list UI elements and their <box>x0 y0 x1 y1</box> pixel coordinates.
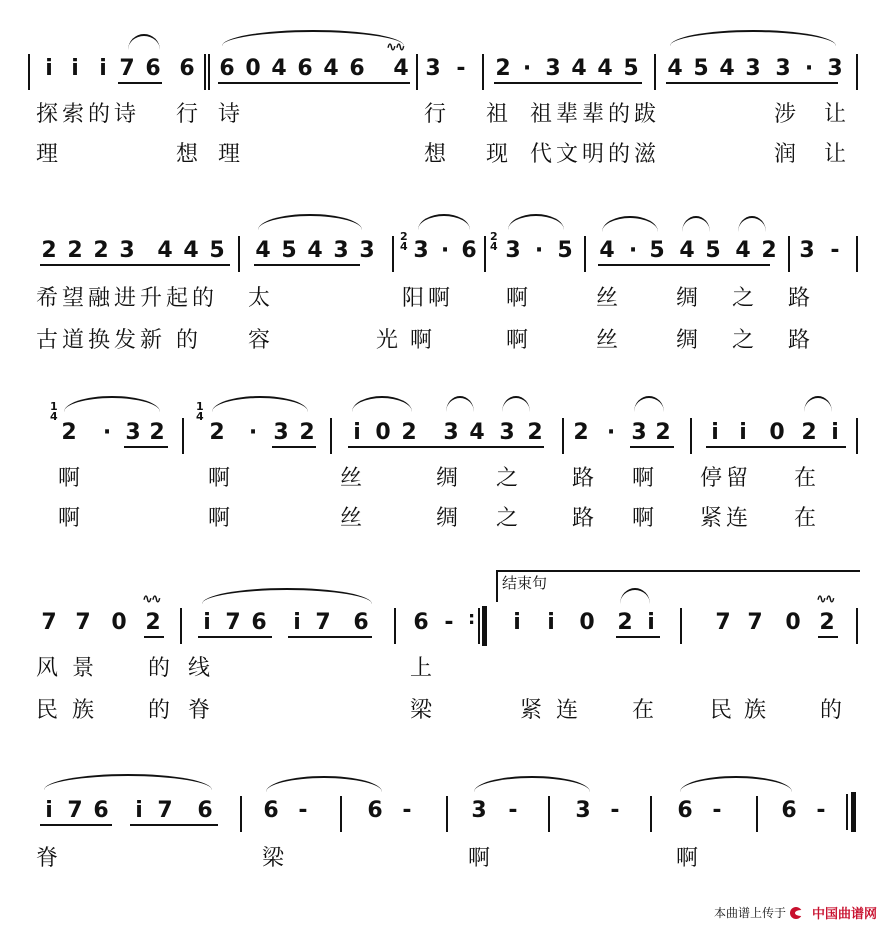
note: 2 <box>527 420 543 445</box>
lyric-char: 希 <box>36 286 60 311</box>
lyric-char: 绸 <box>676 286 700 311</box>
note: 2 <box>401 420 417 445</box>
site-logo-icon <box>790 906 808 920</box>
slur <box>804 396 832 412</box>
lyric-char: 在 <box>794 466 818 491</box>
note: 7 <box>75 610 91 635</box>
barline <box>856 236 858 272</box>
note: 6 <box>781 798 797 823</box>
underline <box>666 82 838 84</box>
lyric-char: 之 <box>496 466 520 491</box>
barline <box>846 794 848 830</box>
lyric-char: 啊 <box>632 506 656 531</box>
note: 6 <box>179 56 195 81</box>
lyric-char: 民 <box>710 698 734 723</box>
note: 0 <box>785 610 801 635</box>
lyric-char: 啊 <box>428 286 452 311</box>
note: 5 <box>281 238 297 263</box>
note: i <box>647 610 655 635</box>
lyric-char: 的 <box>176 328 200 353</box>
note: 7 <box>41 610 57 635</box>
note: 4 <box>393 56 409 81</box>
note: i <box>45 798 53 823</box>
slur <box>502 396 530 412</box>
note: 6 <box>219 56 235 81</box>
note: 7 <box>119 56 135 81</box>
note: i <box>71 56 79 81</box>
lyric-char: 的 <box>192 286 216 311</box>
note: 3 <box>499 420 515 445</box>
note: 3 <box>505 238 521 263</box>
lyric-char: 路 <box>788 286 812 311</box>
lyric-char: 丝 <box>340 506 364 531</box>
lyric-char: 起 <box>166 286 190 311</box>
slur <box>670 30 836 46</box>
note: 3 <box>125 420 141 445</box>
lyric-char: 太 <box>248 286 272 311</box>
lyric-char: 族 <box>72 698 96 723</box>
note: i <box>353 420 361 445</box>
lyric-char: 诗 <box>218 102 242 127</box>
note: i <box>293 610 301 635</box>
note: - <box>508 798 518 823</box>
note: 0 <box>375 420 391 445</box>
note: 7 <box>315 610 331 635</box>
lyric-char: 望 <box>62 286 86 311</box>
note: 4 <box>271 56 287 81</box>
note: 3 <box>119 238 135 263</box>
note: 5 <box>209 238 225 263</box>
note: · <box>440 238 450 263</box>
lyric-char: 梁 <box>410 698 434 723</box>
lyric-char: 啊 <box>58 466 82 491</box>
site-brand[interactable]: 中国曲谱网 <box>811 907 877 922</box>
time-signature: 2 4 <box>490 230 498 253</box>
slur <box>680 776 792 792</box>
lyric-char: 啊 <box>506 328 530 353</box>
lyric-char: 路 <box>572 506 596 531</box>
slur <box>352 396 412 412</box>
note: 6 <box>93 798 109 823</box>
slur <box>64 396 160 412</box>
note: 2 <box>41 238 57 263</box>
note: i <box>711 420 719 445</box>
time-signature: 1 4 <box>196 400 204 423</box>
note: 2 <box>61 420 77 445</box>
slur <box>44 774 212 790</box>
lyric-char: 诗 <box>114 102 138 127</box>
lyric-char: 绸 <box>436 466 460 491</box>
note: - <box>830 238 840 263</box>
note: 3 <box>471 798 487 823</box>
lyric-char: 路 <box>788 328 812 353</box>
lyric-char: 行 <box>176 102 200 127</box>
note: i <box>513 610 521 635</box>
note: 2 <box>67 238 83 263</box>
note: - <box>456 56 466 81</box>
note: 2 <box>299 420 315 445</box>
slur <box>474 776 590 792</box>
note: 4 <box>679 238 695 263</box>
lyric-char: 升 <box>140 286 164 311</box>
note: 3 <box>273 420 289 445</box>
lyric-char: 辈 <box>556 102 580 127</box>
note: · <box>102 420 112 445</box>
note: 2 <box>495 56 511 81</box>
slur <box>738 216 766 232</box>
lyric-char: 停 <box>700 466 724 491</box>
lyric-char: 啊 <box>468 846 492 871</box>
note: 7 <box>67 798 83 823</box>
lyric-char: 啊 <box>506 286 530 311</box>
note: 3 <box>333 238 349 263</box>
note: 7 <box>747 610 763 635</box>
barline <box>856 54 858 90</box>
note: 2 <box>655 420 671 445</box>
note: 7 <box>157 798 173 823</box>
note: 3 <box>545 56 561 81</box>
note: 3 <box>745 56 761 81</box>
underline <box>706 446 846 448</box>
note: · <box>534 238 544 263</box>
lyric-char: 啊 <box>676 846 700 871</box>
lyric-char: 祖 <box>486 102 510 127</box>
lyric-char: 在 <box>632 698 656 723</box>
note: 0 <box>245 56 261 81</box>
lyric-char: 光 <box>376 328 400 353</box>
note: 0 <box>579 610 595 635</box>
note: 6 <box>251 610 267 635</box>
lyric-char: 路 <box>572 466 596 491</box>
note: 2 <box>801 420 817 445</box>
lyric-char: 连 <box>556 698 580 723</box>
lyric-char: 行 <box>424 102 448 127</box>
note: - <box>816 798 826 823</box>
note: · <box>628 238 638 263</box>
lyric-char: 留 <box>726 466 750 491</box>
note: 4 <box>599 238 615 263</box>
lyric-char: 润 <box>774 142 798 167</box>
lyric-char: 古 <box>36 328 60 353</box>
lyric-char: 之 <box>496 506 520 531</box>
ornament-mark: ∿∿ <box>142 592 160 607</box>
lyric-char: 丝 <box>596 328 620 353</box>
lyric-char: 让 <box>824 102 848 127</box>
lyric-char: 的 <box>88 102 112 127</box>
note: 3 <box>425 56 441 81</box>
ornament-mark: ∿∿ <box>386 40 404 55</box>
lyric-char: 让 <box>824 142 848 167</box>
note: 7 <box>225 610 241 635</box>
lyric-char: 想 <box>176 142 200 167</box>
note: i <box>203 610 211 635</box>
lyric-char: 之 <box>732 328 756 353</box>
note: 6 <box>349 56 365 81</box>
lyric-char: 道 <box>62 328 86 353</box>
note: 4 <box>667 56 683 81</box>
slur <box>212 396 308 412</box>
note: 6 <box>413 610 429 635</box>
note: i <box>45 56 53 81</box>
note: 4 <box>183 238 199 263</box>
note: 4 <box>469 420 485 445</box>
note: 3 <box>631 420 647 445</box>
lyric-char: 景 <box>72 656 96 681</box>
time-signature: 1 4 <box>50 400 58 423</box>
lyric-char: 丝 <box>596 286 620 311</box>
note: 6 <box>353 610 369 635</box>
ending-bracket <box>496 570 860 602</box>
note: 7 <box>715 610 731 635</box>
note: - <box>610 798 620 823</box>
note: 2 <box>149 420 165 445</box>
note: 3 <box>799 238 815 263</box>
slur <box>418 214 470 230</box>
lyric-char: 新 <box>140 328 164 353</box>
lyric-char: 换 <box>88 328 112 353</box>
barline <box>856 418 858 454</box>
ending-label: 结束句 <box>502 574 548 592</box>
lyric-char: 容 <box>248 328 272 353</box>
lyric-char: 阳 <box>402 286 426 311</box>
lyric-char: 民 <box>36 698 60 723</box>
note: 4 <box>307 238 323 263</box>
lyric-char: 现 <box>486 142 510 167</box>
note: 2 <box>93 238 109 263</box>
lyric-char: 啊 <box>410 328 434 353</box>
lyric-char: 的 <box>148 656 172 681</box>
note: i <box>547 610 555 635</box>
lyric-char: 连 <box>726 506 750 531</box>
note: · <box>522 56 532 81</box>
lyric-char: 紧 <box>520 698 544 723</box>
note: 3 <box>775 56 791 81</box>
slur <box>128 34 160 50</box>
lyric-char: 绸 <box>676 328 700 353</box>
lyric-char: 索 <box>62 102 86 127</box>
note: 5 <box>623 56 639 81</box>
note: i <box>99 56 107 81</box>
lyric-char: 涉 <box>774 102 798 127</box>
note: 6 <box>297 56 313 81</box>
lyric-char: 跋 <box>634 102 658 127</box>
slur <box>202 588 372 604</box>
lyric-char: 的 <box>820 698 844 723</box>
note: 2 <box>761 238 777 263</box>
note: 4 <box>735 238 751 263</box>
note: · <box>248 420 258 445</box>
lyric-char: 的 <box>608 142 632 167</box>
ornament-mark: ∿∿ <box>816 592 834 607</box>
slur <box>682 216 710 232</box>
lyric-char: 梁 <box>262 846 286 871</box>
lyric-char: 理 <box>218 142 242 167</box>
lyric-char: 上 <box>410 656 434 681</box>
note: 3 <box>827 56 843 81</box>
note: 4 <box>157 238 173 263</box>
lyric-char: 祖 <box>530 102 554 127</box>
note: 3 <box>575 798 591 823</box>
lyric-char: 啊 <box>208 506 232 531</box>
note: 6 <box>677 798 693 823</box>
note: 2 <box>145 610 161 635</box>
lyric-char: 明 <box>582 142 606 167</box>
note: 3 <box>443 420 459 445</box>
underline <box>818 636 838 638</box>
lyric-char: 啊 <box>208 466 232 491</box>
note: 5 <box>649 238 665 263</box>
slur <box>634 396 664 412</box>
note: 4 <box>323 56 339 81</box>
lyric-char: 滋 <box>634 142 658 167</box>
upload-note: 本曲谱上传于 <box>713 906 786 920</box>
lyric-char: 想 <box>424 142 448 167</box>
lyric-char: 融 <box>88 286 112 311</box>
lyric-char: 在 <box>794 506 818 531</box>
barline <box>856 608 858 644</box>
note: - <box>402 798 412 823</box>
note: 5 <box>693 56 709 81</box>
lyric-char: 啊 <box>632 466 656 491</box>
note: 6 <box>263 798 279 823</box>
repeat-dots: : <box>468 608 476 629</box>
note: 4 <box>255 238 271 263</box>
note: 2 <box>617 610 633 635</box>
lyric-char: 发 <box>114 328 138 353</box>
note: 6 <box>197 798 213 823</box>
lyric-char: 丝 <box>340 466 364 491</box>
watermark-footer <box>714 903 877 922</box>
note: 0 <box>111 610 127 635</box>
note: 6 <box>145 56 161 81</box>
note: 0 <box>769 420 785 445</box>
note: - <box>298 798 308 823</box>
lyric-char: 脊 <box>36 846 60 871</box>
note: i <box>831 420 839 445</box>
lyric-char: 紧 <box>700 506 724 531</box>
lyric-char: 文 <box>556 142 580 167</box>
note: 3 <box>359 238 375 263</box>
lyric-char: 进 <box>114 286 138 311</box>
final-barline <box>851 792 856 832</box>
lyric-char: 线 <box>188 656 212 681</box>
note: 4 <box>719 56 735 81</box>
note: - <box>444 610 454 635</box>
note: 3 <box>413 238 429 263</box>
note: 4 <box>597 56 613 81</box>
time-signature: 2 4 <box>400 230 408 253</box>
note: 6 <box>367 798 383 823</box>
lyric-char: 理 <box>36 142 60 167</box>
lyric-char: 代 <box>530 142 554 167</box>
note: i <box>739 420 747 445</box>
lyric-char: 脊 <box>188 698 212 723</box>
note: 6 <box>461 238 477 263</box>
lyric-char: 的 <box>148 698 172 723</box>
note: 5 <box>705 238 721 263</box>
slur <box>222 30 404 46</box>
lyric-char: 啊 <box>58 506 82 531</box>
note: 4 <box>571 56 587 81</box>
lyric-char: 的 <box>608 102 632 127</box>
note: 2 <box>573 420 589 445</box>
note: 5 <box>557 238 573 263</box>
lyric-char: 族 <box>744 698 768 723</box>
lyric-char: 之 <box>732 286 756 311</box>
slur <box>508 214 564 230</box>
note: · <box>804 56 814 81</box>
lyric-char: 探 <box>36 102 60 127</box>
lyric-char: 辈 <box>582 102 606 127</box>
slur <box>266 776 382 792</box>
slur <box>446 396 474 412</box>
note: - <box>712 798 722 823</box>
note: 2 <box>209 420 225 445</box>
lyric-char: 绸 <box>436 506 460 531</box>
slur <box>602 216 658 232</box>
note: 2 <box>819 610 835 635</box>
lyric-char: 风 <box>36 656 60 681</box>
note: · <box>606 420 616 445</box>
slur <box>258 214 362 230</box>
note: i <box>135 798 143 823</box>
